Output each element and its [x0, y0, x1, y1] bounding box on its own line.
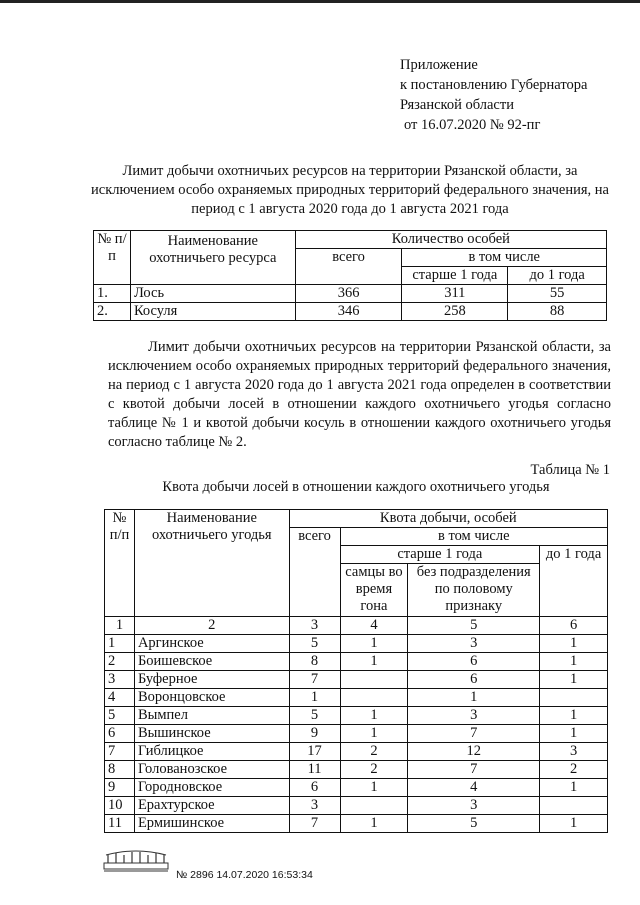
- t2-cell-num: 1: [105, 635, 135, 653]
- table-row: [105, 671, 608, 689]
- t2-cell-name: Вымпел: [134, 707, 289, 725]
- t2-cell-young: 1: [540, 725, 608, 743]
- t2-cell-nosex: 1: [408, 689, 540, 707]
- t1-cell-total: 366: [295, 285, 402, 303]
- table-row: [105, 761, 608, 779]
- t2-header-young: до 1 года: [540, 546, 608, 617]
- t2-cell-total: 5: [289, 635, 340, 653]
- document-title: Лимит добычи охотничьих ресурсов на территории Рязанской области, за исключением особо охраняемых природных территорий федерального значения, на период с 1 августа 2020 года до 1 августа 2021 года: [91, 163, 609, 217]
- t2-cell-males: 2: [340, 761, 408, 779]
- t2-header-older: старше 1 года: [340, 546, 540, 564]
- t2-cell-nosex: 7: [408, 761, 540, 779]
- t2-cell-nosex: 5: [408, 815, 540, 833]
- t2-cell-num: 6: [105, 725, 135, 743]
- t2-cell-young: 1: [540, 653, 608, 671]
- t2-cell-name: Ерахтурское: [134, 797, 289, 815]
- t2-cell-num: 8: [105, 761, 135, 779]
- table-row: [105, 797, 608, 815]
- table-row: [94, 285, 607, 303]
- appendix-header: [400, 55, 587, 135]
- table-row: [94, 303, 607, 321]
- t1-header-young: до 1 года: [508, 267, 607, 285]
- t2-cell-name: Воронцовское: [134, 689, 289, 707]
- quota-table: [104, 509, 608, 833]
- t2-cell-males: [340, 797, 408, 815]
- t2-cell-young: 1: [540, 635, 608, 653]
- t2-cell-young: 1: [540, 671, 608, 689]
- t2-cell-total: 7: [289, 815, 340, 833]
- t2-cell-nosex: 3: [408, 797, 540, 815]
- top-scan-edge: [0, 0, 640, 3]
- table-title: Квота добычи лосей в отношении каждого охотничьего угодья: [162, 479, 550, 495]
- appendix-line-4: от 16.07.2020 № 92-пг: [404, 117, 541, 133]
- t2-colnum: 2: [134, 617, 289, 635]
- t1-header-qty: Количество особей: [295, 231, 606, 249]
- t2-cell-total: 6: [289, 779, 340, 797]
- t2-cell-young: [540, 797, 608, 815]
- t2-cell-nosex: 4: [408, 779, 540, 797]
- t2-cell-males: 1: [340, 635, 408, 653]
- table-row: [105, 815, 608, 833]
- t2-column-numbers: [105, 617, 608, 635]
- table-row: [105, 689, 608, 707]
- t2-cell-males: 2: [340, 743, 408, 761]
- t1-cell-name: Косуля: [130, 303, 295, 321]
- t2-cell-name: Боишевское: [134, 653, 289, 671]
- t2-cell-males: [340, 689, 408, 707]
- t1-header-num: № п/п: [94, 231, 131, 285]
- t1-cell-num: 2.: [94, 303, 131, 321]
- t2-colnum: 5: [408, 617, 540, 635]
- t2-cell-name: Вышинское: [134, 725, 289, 743]
- limit-table: [93, 230, 607, 321]
- t1-cell-young: 88: [508, 303, 607, 321]
- t1-header-older: старше 1 года: [402, 267, 508, 285]
- t2-header-males: самцы во время гона: [340, 564, 408, 617]
- t2-cell-young: 1: [540, 707, 608, 725]
- t2-cell-males: 1: [340, 707, 408, 725]
- t2-cell-total: 1: [289, 689, 340, 707]
- appendix-line-2: к постановлению Губернатора: [400, 77, 588, 93]
- t1-cell-total: 346: [295, 303, 402, 321]
- t2-cell-young: 2: [540, 761, 608, 779]
- t2-cell-nosex: 3: [408, 635, 540, 653]
- body-paragraph: Лимит добычи охотничьих ресурсов на территории Рязанской области, за исключением особо охраняемых природных территорий федерального значения, на период с 1 августа 2020 года до 1 августа 2021 года определен в соответствии с квотой добычи лосей в отношении каждого охотничьего угодья согласно таблице № 1 и квотой добычи косуль в отношении каждого охотничьего угодья согласно таблице № 2.: [108, 339, 611, 450]
- t2-cell-total: 17: [289, 743, 340, 761]
- t2-header-nosex: без подразделения по половому признаку: [408, 564, 540, 617]
- t2-cell-total: 7: [289, 671, 340, 689]
- table-number-label: Таблица № 1: [530, 462, 610, 478]
- t1-header-total: всего: [295, 249, 402, 285]
- appendix-line-1: Приложение: [400, 57, 478, 73]
- t2-cell-num: 4: [105, 689, 135, 707]
- t2-cell-total: 3: [289, 797, 340, 815]
- table-row: [105, 707, 608, 725]
- table-row: [105, 725, 608, 743]
- t2-cell-nosex: 3: [408, 707, 540, 725]
- t2-cell-name: Ермишинское: [134, 815, 289, 833]
- t2-header-total: всего: [289, 528, 340, 617]
- t2-cell-young: 3: [540, 743, 608, 761]
- table-row: [105, 635, 608, 653]
- t1-cell-older: 311: [402, 285, 508, 303]
- table-row: [105, 743, 608, 761]
- t2-cell-young: 1: [540, 779, 608, 797]
- table-row: [105, 653, 608, 671]
- t2-cell-num: 9: [105, 779, 135, 797]
- t2-cell-name: Буферное: [134, 671, 289, 689]
- t2-colnum: 6: [540, 617, 608, 635]
- t2-cell-males: [340, 671, 408, 689]
- t2-cell-nosex: 6: [408, 671, 540, 689]
- t2-cell-males: 1: [340, 653, 408, 671]
- t2-cell-num: 3: [105, 671, 135, 689]
- t2-colnum: 4: [340, 617, 408, 635]
- t2-cell-nosex: 12: [408, 743, 540, 761]
- t2-header-incl: в том числе: [340, 528, 607, 546]
- t2-cell-num: 2: [105, 653, 135, 671]
- t2-cell-name: Гиблицкое: [134, 743, 289, 761]
- coat-of-arms-stamp-icon: [102, 849, 170, 873]
- t1-header-name: Наименование охотничьего ресурса: [130, 231, 295, 285]
- t2-cell-num: 7: [105, 743, 135, 761]
- t2-cell-young: [540, 689, 608, 707]
- t2-cell-males: 1: [340, 779, 408, 797]
- appendix-line-3: Рязанской области: [400, 97, 514, 113]
- t2-cell-num: 11: [105, 815, 135, 833]
- t2-cell-nosex: 6: [408, 653, 540, 671]
- t2-cell-name: Голованозское: [134, 761, 289, 779]
- t2-header-quota: Квота добычи, особей: [289, 510, 607, 528]
- t2-cell-name: Аргинское: [134, 635, 289, 653]
- t2-cell-total: 5: [289, 707, 340, 725]
- t2-cell-nosex: 7: [408, 725, 540, 743]
- registration-stamp: [102, 849, 313, 881]
- t2-cell-name: Городновское: [134, 779, 289, 797]
- t2-header-name: Наименование охотничьего угодья: [134, 510, 289, 617]
- t2-colnum: 3: [289, 617, 340, 635]
- t2-cell-num: 5: [105, 707, 135, 725]
- stamp-text: № 2896 14.07.2020 16:53:34: [176, 869, 313, 881]
- t1-cell-name: Лось: [130, 285, 295, 303]
- t1-cell-young: 55: [508, 285, 607, 303]
- t2-cell-males: 1: [340, 815, 408, 833]
- t2-cell-total: 11: [289, 761, 340, 779]
- t2-colnum: 1: [105, 617, 135, 635]
- t1-cell-older: 258: [402, 303, 508, 321]
- t2-cell-males: 1: [340, 725, 408, 743]
- t1-header-incl: в том числе: [402, 249, 607, 267]
- t2-cell-total: 8: [289, 653, 340, 671]
- t2-cell-num: 10: [105, 797, 135, 815]
- table-row: [105, 779, 608, 797]
- t1-cell-num: 1.: [94, 285, 131, 303]
- t2-cell-total: 9: [289, 725, 340, 743]
- t2-header-num: № п/п: [105, 510, 135, 617]
- t2-cell-young: 1: [540, 815, 608, 833]
